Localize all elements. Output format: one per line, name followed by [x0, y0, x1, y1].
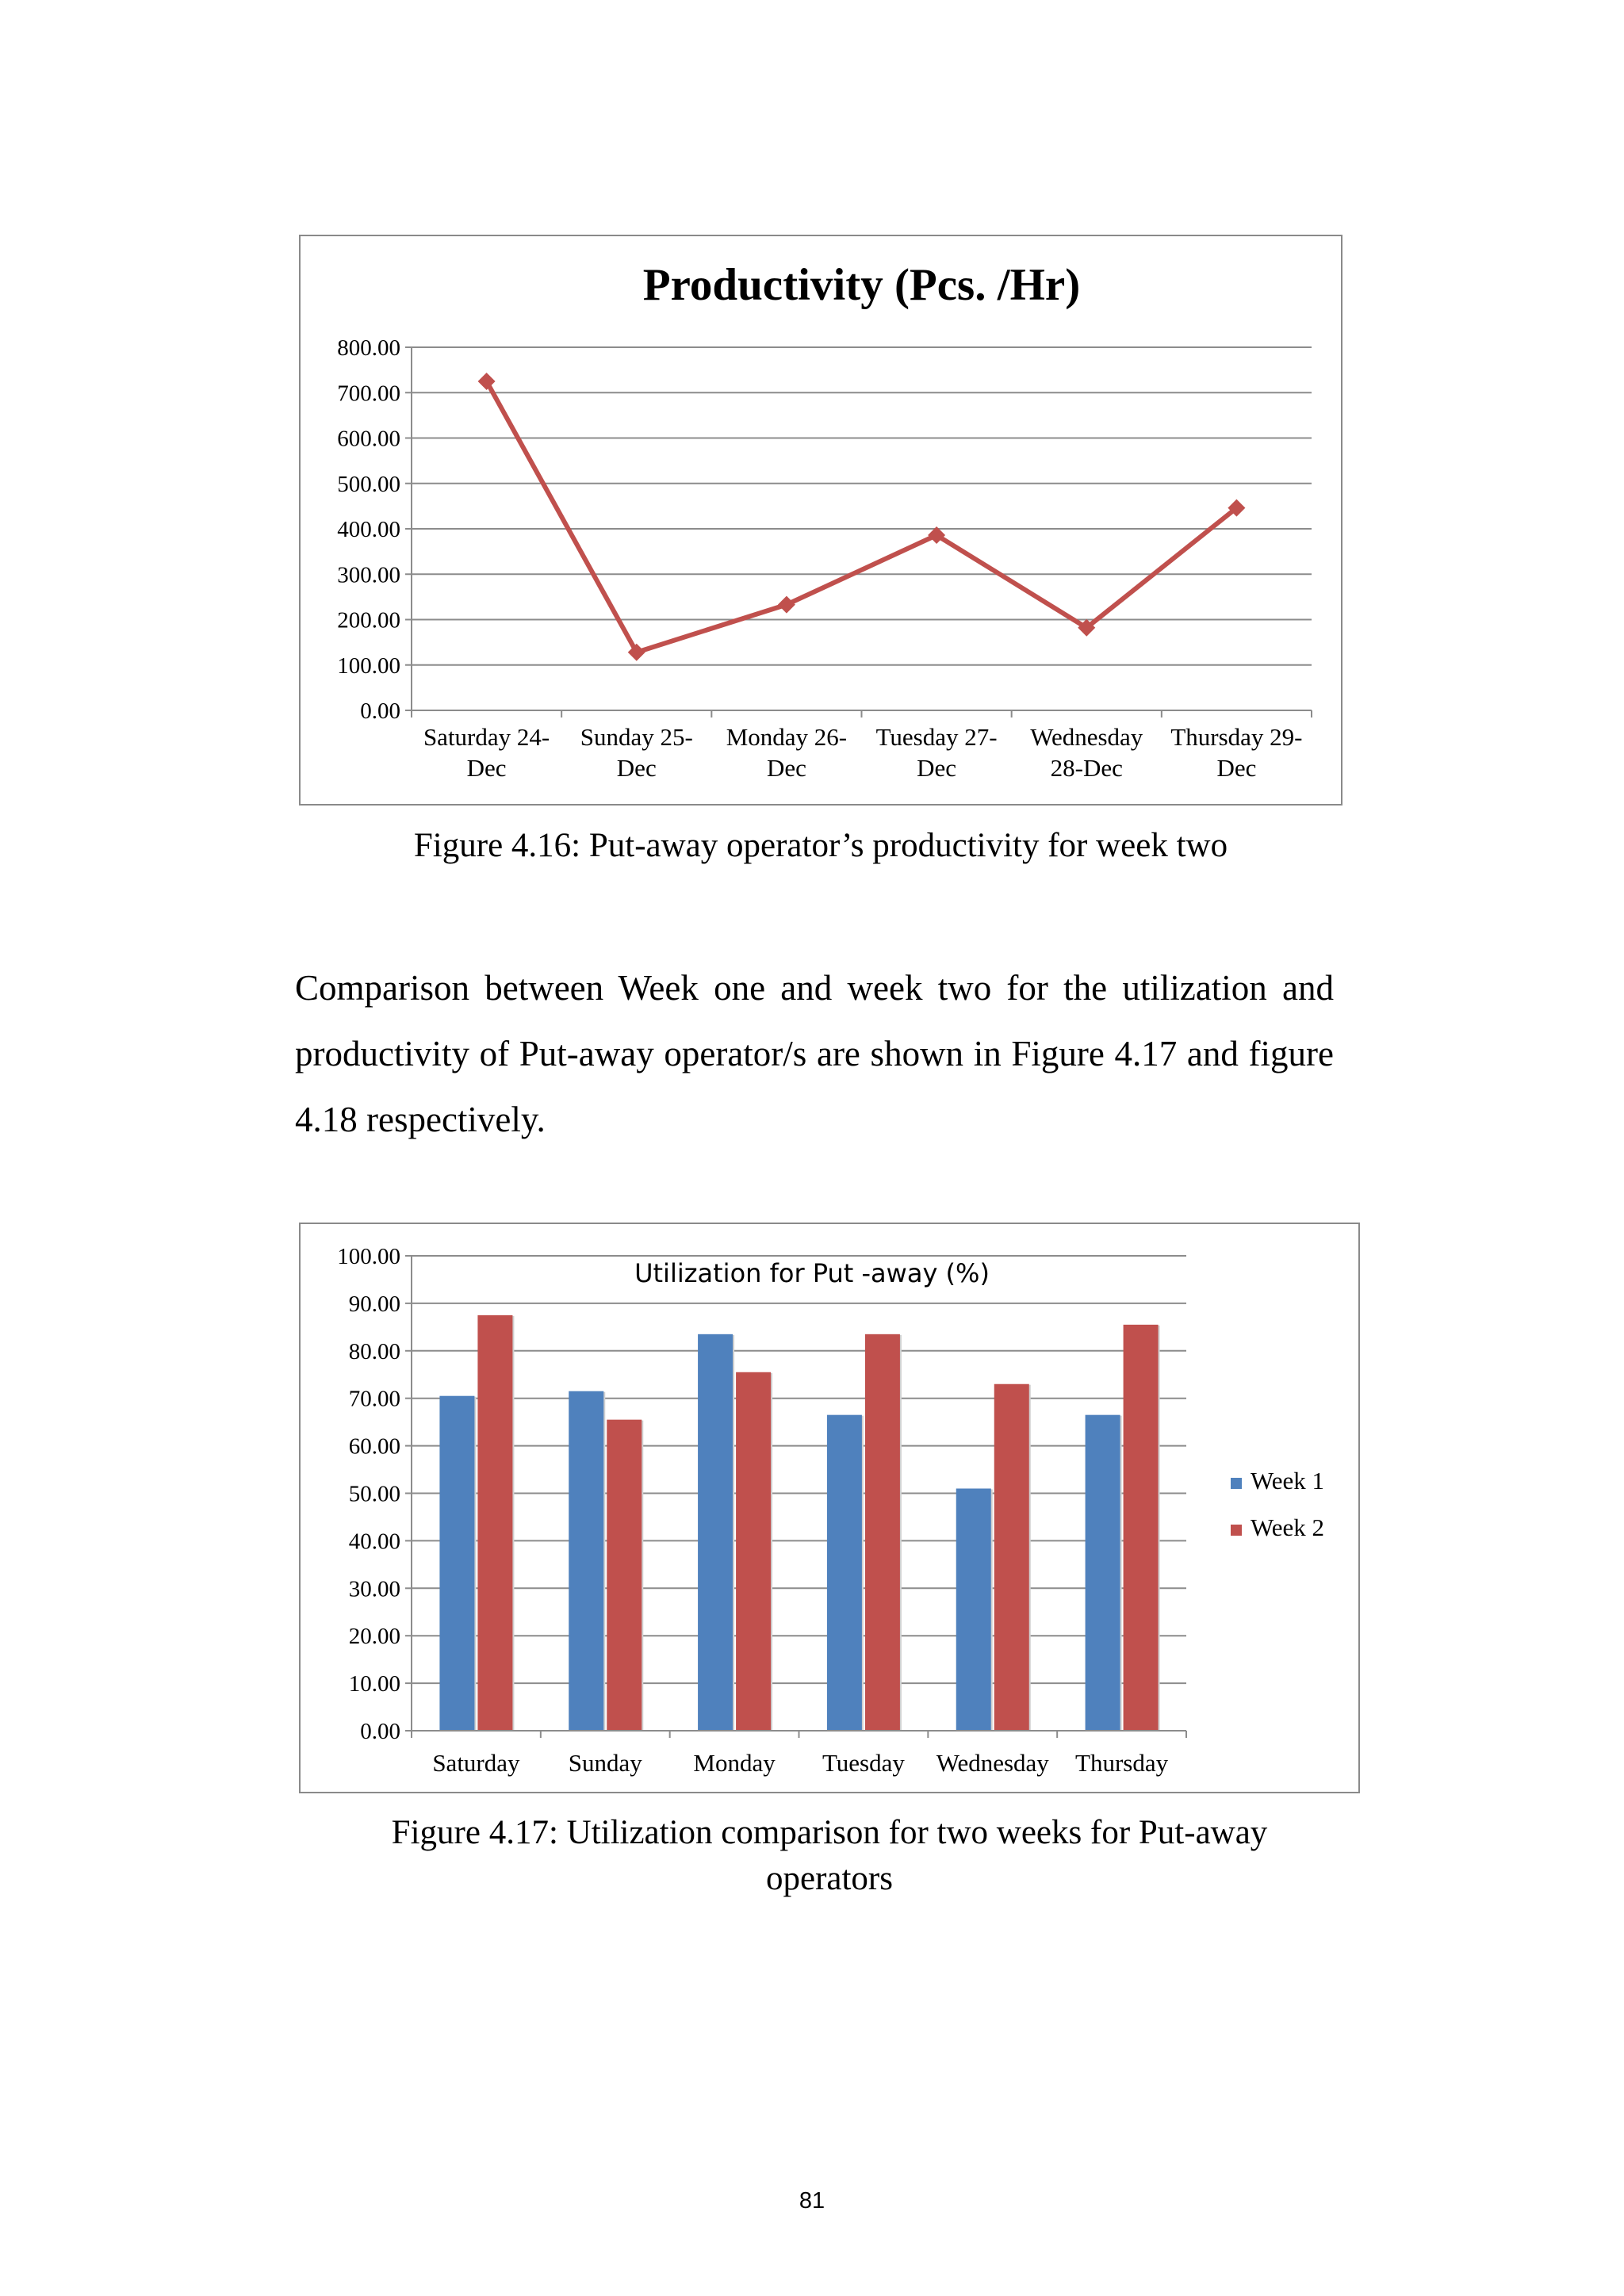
- y-tick-label: 800.00: [337, 335, 400, 361]
- data-point-marker: [628, 644, 645, 661]
- y-tick-label: 80.00: [348, 1338, 400, 1364]
- y-tick-label: 700.00: [337, 381, 400, 407]
- bar-week-2: [607, 1420, 642, 1731]
- figure-4-17-caption-line2: operators: [766, 1860, 893, 1897]
- x-tick-label: Sunday 25-: [580, 723, 693, 751]
- bar-week-1: [439, 1396, 474, 1731]
- y-tick-label: 0.00: [360, 1719, 400, 1744]
- y-tick-label: 500.00: [337, 471, 400, 497]
- bar-week-2: [477, 1315, 512, 1731]
- x-tick-label: Tuesday 27-: [875, 723, 998, 751]
- x-tick-label: Wednesday: [1030, 723, 1143, 751]
- legend-swatch: [1231, 1525, 1242, 1536]
- y-tick-label: 300.00: [337, 562, 400, 588]
- y-tick-label: 50.00: [348, 1481, 400, 1507]
- y-tick-label: 60.00: [348, 1433, 400, 1460]
- bar-week-2: [865, 1334, 900, 1731]
- x-tick-label: Dec: [917, 754, 957, 782]
- utilization-chart-svg: [301, 1224, 1362, 1795]
- y-tick-label: 70.00: [348, 1386, 400, 1412]
- y-tick-label: 90.00: [348, 1291, 400, 1317]
- y-tick-label: 10.00: [348, 1671, 400, 1697]
- x-tick-label: Dec: [766, 754, 806, 782]
- figure-4-16-caption: Figure 4.16: Put-away operator’s productivity for week two: [413, 827, 1228, 864]
- bar-week-2: [1124, 1325, 1159, 1731]
- y-tick-label: 0.00: [360, 698, 400, 724]
- bar-week-1: [698, 1334, 733, 1731]
- x-tick-label: Saturday 24-: [423, 723, 550, 751]
- data-point-marker: [478, 373, 496, 390]
- x-tick-label: Monday 26-: [726, 723, 848, 751]
- x-tick-label: Tuesday: [822, 1749, 905, 1777]
- data-point-marker: [778, 596, 795, 614]
- x-tick-label: Saturday: [432, 1749, 520, 1777]
- figure-4-17-caption: [299, 1810, 1360, 1902]
- x-tick-label: 28-Dec: [1050, 754, 1123, 782]
- productivity-chart-svg: [301, 236, 1344, 807]
- bar-week-1: [956, 1489, 991, 1731]
- bar-week-1: [1086, 1415, 1120, 1731]
- productivity-line-chart: [299, 235, 1342, 806]
- bar-week-1: [569, 1391, 603, 1731]
- x-tick-label: Dec: [616, 754, 657, 782]
- y-tick-label: 600.00: [337, 426, 400, 452]
- body-paragraph: Comparison between Week one and week two for the utilization and productivity of Put-away operator/s are shown in Figure 4.17 and figure 4.18 respectively.: [295, 968, 1334, 1139]
- productivity-series-line: [487, 381, 1237, 652]
- x-tick-label: Dec: [1216, 754, 1257, 782]
- y-tick-label: 20.00: [348, 1624, 400, 1650]
- y-tick-label: 30.00: [348, 1576, 400, 1602]
- legend-swatch: [1231, 1478, 1242, 1489]
- y-tick-label: 200.00: [337, 607, 400, 633]
- bar-week-2: [994, 1384, 1029, 1731]
- chart-title: Utilization for Put -away (%): [634, 1258, 990, 1288]
- x-tick-label: Wednesday: [936, 1749, 1049, 1777]
- bar-week-1: [827, 1415, 862, 1731]
- legend-label: Week 1: [1251, 1467, 1325, 1494]
- figure-4-17-caption-line1: Figure 4.17: Utilization comparison for two weeks for Put-away: [391, 1814, 1268, 1851]
- page-number: 81: [799, 2188, 825, 2214]
- x-tick-label: Thursday: [1075, 1749, 1169, 1777]
- y-tick-label: 100.00: [337, 652, 400, 679]
- y-tick-label: 100.00: [337, 1244, 400, 1269]
- utilization-bar-chart: [299, 1223, 1360, 1793]
- x-tick-label: Sunday: [568, 1749, 642, 1777]
- chart-title: Productivity (Pcs. /Hr): [642, 260, 1081, 310]
- legend-label: Week 2: [1251, 1513, 1325, 1541]
- x-tick-label: Monday: [693, 1749, 776, 1777]
- bar-week-2: [736, 1372, 771, 1731]
- x-tick-label: Thursday 29-: [1170, 723, 1303, 751]
- y-tick-label: 40.00: [348, 1529, 400, 1555]
- y-tick-label: 400.00: [337, 517, 400, 542]
- x-tick-label: Dec: [466, 754, 507, 782]
